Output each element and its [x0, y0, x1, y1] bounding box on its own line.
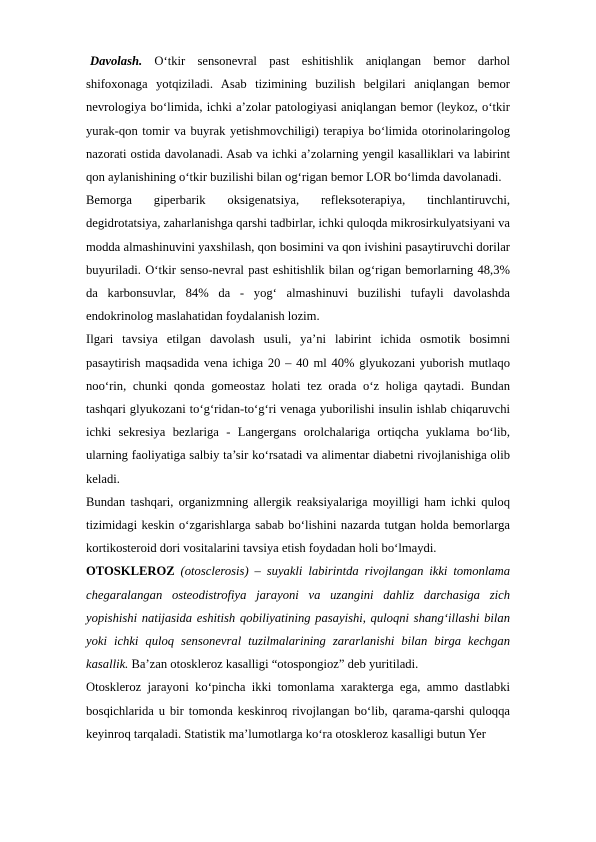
paragraph-otosclerosis-course: Otoskleroz jarayoni ko‘pincha ikki tomonlama xarakterga ega, ammo dastlabki bosqichlarida u bir tomonda keskinroq rivojlangan bo‘lib, qarama-qarshi quloqqa keyinroq tarqaladi. Statistik ma’lumotlarga ko‘ra otoskleroz kasalligi butun Yer [86, 680, 510, 741]
definition-text: – suyakli labirintda rivojlangan ikki tomonlama chegaralangan osteodistrofiya jarayoni va uzangini dahliz darchasiga zich yopishishi natijasida eshitish qobiliyatining pasayishi, quloqni shang‘illashi bilan yoki ichki quloq sensonevral tuzilmalarining zararlanishi bilan birga kechgan kasallik. [86, 564, 511, 672]
alias-text: Ba’zan otoskleroz kasalligi “otospongioz” deb yuritiladi. [128, 657, 419, 672]
paragraph-treatment [86, 50, 510, 189]
paragraph-corticosteroids: Bundan tashqari, organizmning allergik reaksiyalariga moyilligi ham ichki quloq tizimidagi keskin o‘zgarishlarga sabab bo‘lishini nazarda tutgan holda bemorlarga kortikosteroid dori vositalarini tavsiya etish foydadan holi bo‘lmaydi. [86, 494, 510, 556]
paragraph-otosclerosis-definition [86, 560, 510, 676]
paragraph-text: O‘tkir sensonevral past eshitishlik aniqlangan bemor darhol shifoxonaga yotqiziladi. Asab tizimining buzilish belgilari aniqlangan bemor nevrologiya bo‘limida, ichki a’zolar patologiyasi aniqlangan bemor (leykoz, o‘tkir yurak-qon tomir va buyrak yetishmovchiligi) terapiya bo‘limida otorinolaringolog nazorati ostida davolanadi. Asab va ichki a’zolarning yengil kasalliklari va labirint qon aylanishining o‘tkir buzilishi bilan og‘rigan bemor LOR bo‘limda davolanadi. [86, 54, 510, 185]
paragraph-prescriptions: Bemorga giperbarik oksigenatsiya, refleksoterapiya, tinchlantiruvchi, degidrotatsiya, zaharlanishga qarshi tadbirlar, ichki quloqda mikrosirkulyatsiyani va modda almashinuvini yaxshilash, qon bosimini va qon ivishini pasaytiruvchi dorilar buyuriladi. O‘tkir senso-nevral past eshitishlik bilan og‘rigan bemorlarning 48,3% da karbonsuvlar, 84% da - yog‘ almashinuvi buzilishi tufayli davolashda endokrinolog maslahatidan foydalanish lozim. [86, 193, 510, 324]
section-lead-treatment: Davolash. [90, 54, 143, 68]
latin-term: (otosclerosis) [174, 564, 249, 579]
paragraph-glucose-method: Ilgari tavsiya etilgan davolash usuli, ya’ni labirint ichida osmotik bosimni pasaytirish maqsadida vena ichiga 20 – 40 ml 40% glyukozani yuborish mutlaqo noo‘rin, chunki qonda gomeostaz holati tez orada o‘z holiga qaytadi. Bundan tashqari glyukozani to‘g‘ridan-to‘g‘ri venaga yuborilishi insulin ishlab chiqaruvchi ichki sekresiya bezlariga - Langergans orolchalariga ortiqcha yuklama bo‘lib, ularning faoliyatiga salbiy ta’sir ko‘rsatadi va alimentar diabetni rivojlanishiga olib keladi. [86, 332, 510, 486]
term-heading: OTOSKLEROZ [86, 564, 175, 579]
document-page [86, 50, 510, 746]
